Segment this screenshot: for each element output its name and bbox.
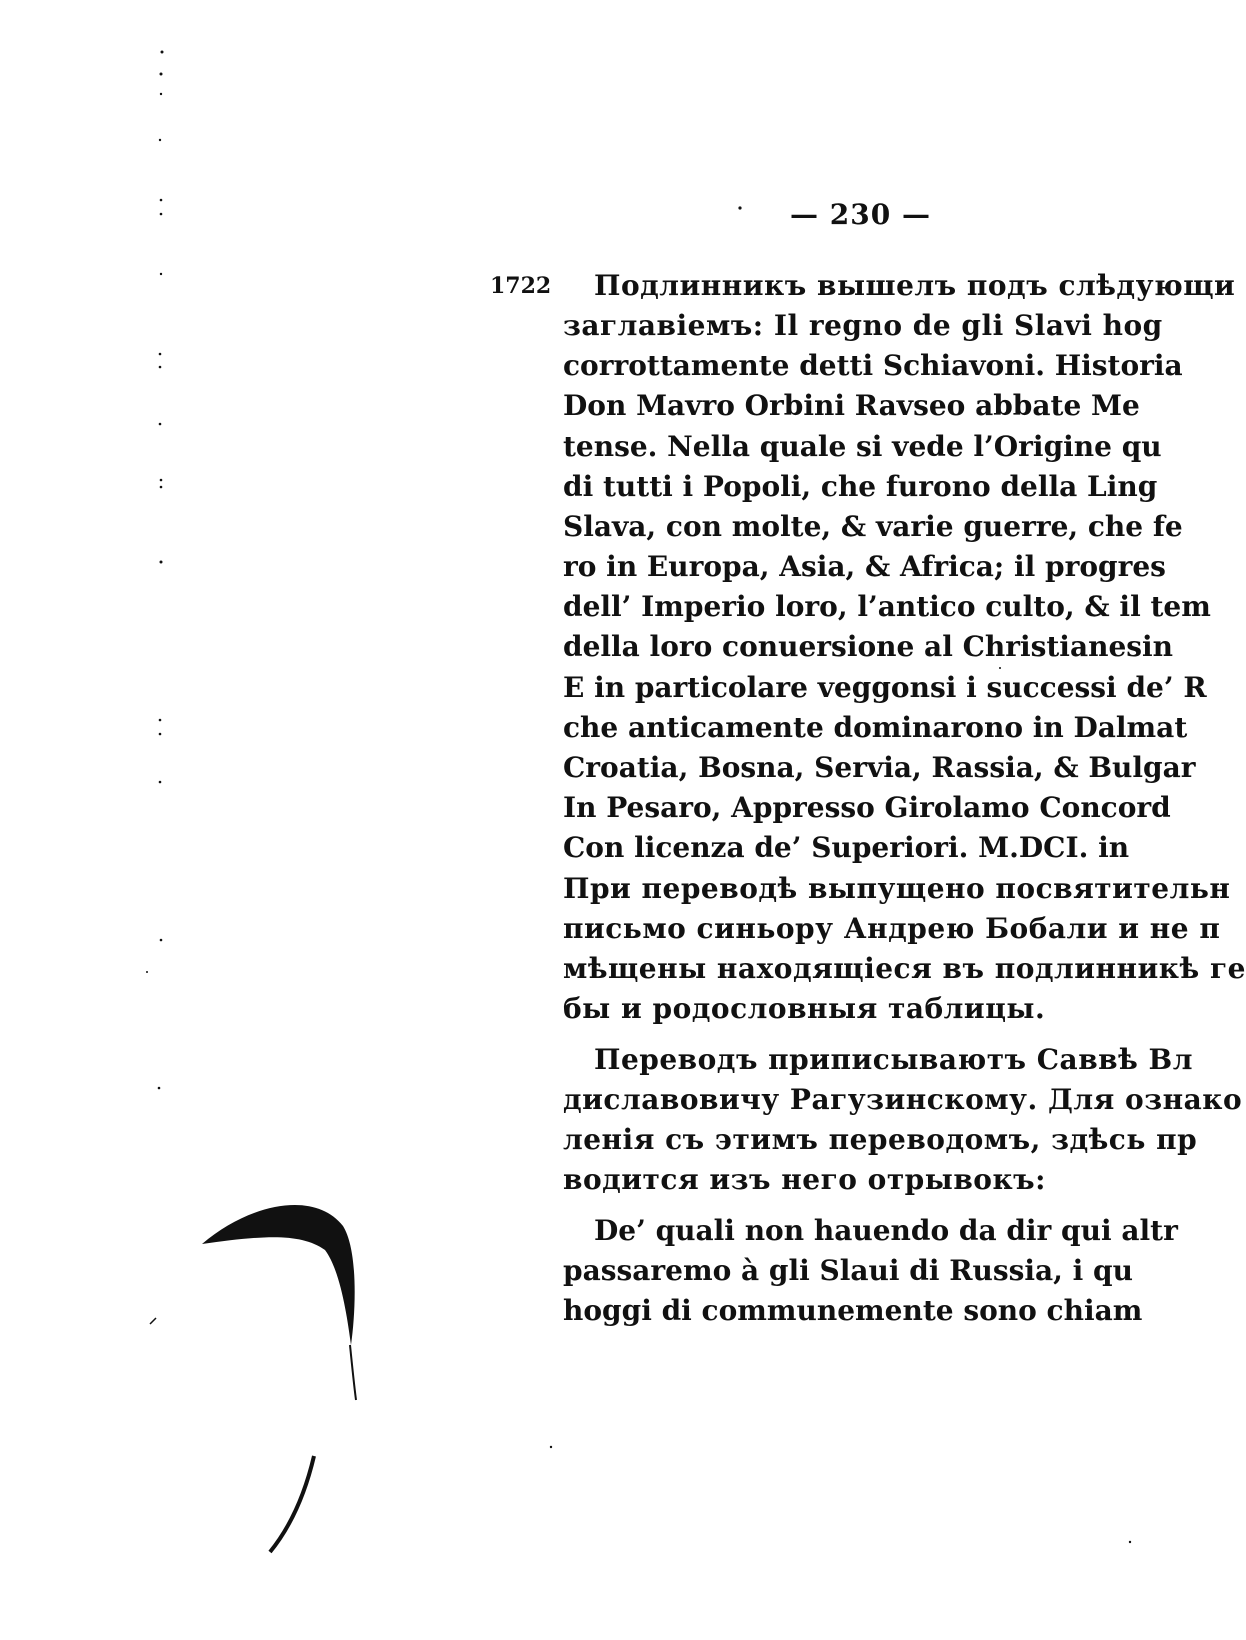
- text-line: corrottamente detti Schiavoni. Historia: [563, 349, 1183, 382]
- text-line: della loro conuersione al Christianesin: [563, 630, 1174, 663]
- text-line: che anticamente dominarono in Dalmat: [563, 711, 1188, 744]
- text-line: ro in Europa, Asia, & Africa; il progres: [563, 550, 1166, 583]
- page-number: — 230 —: [790, 198, 931, 231]
- text-line: письмо синьору Андрею Бобали и не п: [563, 912, 1221, 945]
- text-line: De’ quali non hauendo da dir qui altr: [594, 1214, 1178, 1247]
- text-line: Slava, con molte, & varie guerre, che fe: [563, 510, 1183, 543]
- text-line: Croatia, Bosna, Servia, Rassia, & Bulgar: [563, 751, 1196, 784]
- text-line: In Pesaro, Appresso Girolamo Concord: [563, 791, 1171, 824]
- text-line: диславовичу Рагузинскому. Для ознако: [563, 1083, 1243, 1116]
- text-line: tense. Nella quale si vede l’Origine qu: [563, 430, 1162, 463]
- text-line: di tutti i Popoli, che furono della Ling: [563, 470, 1158, 503]
- text-line: Подлинникъ вышелъ подъ слѣдующи: [594, 269, 1236, 302]
- text-line: заглавіемъ: Il regno de gli Slavi hog: [563, 309, 1163, 342]
- text-line: Переводъ приписываютъ Саввѣ Вл: [594, 1043, 1193, 1076]
- text-line: E in particolare veggonsi i successi de’ R: [563, 671, 1207, 704]
- text-line: мѣщены находящіеся въ подлинникѣ ге: [563, 952, 1246, 985]
- text-line: passaremo à gli Slaui di Russia, i qu: [563, 1254, 1133, 1287]
- text-line: водится изъ него отрывокъ:: [563, 1163, 1046, 1196]
- year-marker: 1722: [490, 273, 552, 299]
- text-line: dell’ Imperio loro, l’antico culto, & il tem: [563, 590, 1211, 623]
- text-line: Don Mavro Orbini Ravseo abbate Me: [563, 389, 1140, 422]
- text-line: При переводѣ выпущено посвятительн: [563, 872, 1231, 905]
- text-line: бы и родословныя таблицы.: [563, 992, 1046, 1025]
- text-line: ленія съ этимъ переводомъ, здѣсь пр: [563, 1123, 1198, 1156]
- text-line: Con licenza de’ Superiori. M.DCI. in: [563, 831, 1130, 864]
- text-line: hoggi di communemente sono chiam: [563, 1294, 1143, 1327]
